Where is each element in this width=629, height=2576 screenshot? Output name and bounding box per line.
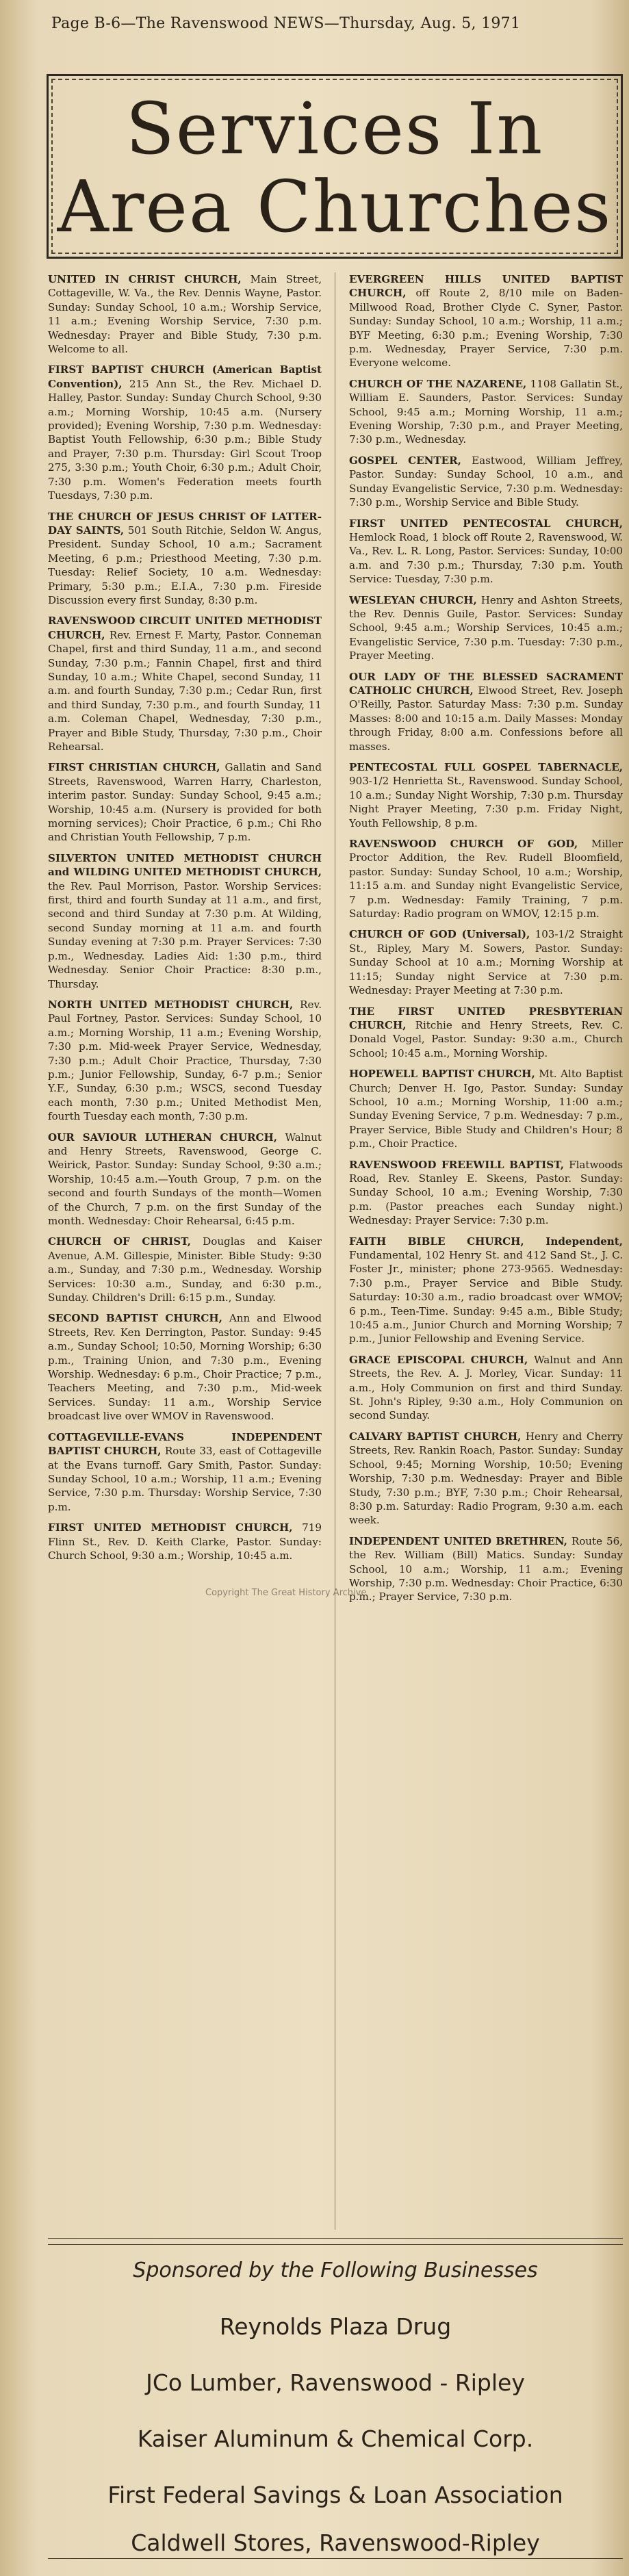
left-column <box>48 272 322 2238</box>
church-entry <box>48 998 322 1124</box>
church-entry <box>349 1005 623 1061</box>
church-entry <box>349 927 623 997</box>
church-entry <box>349 593 623 663</box>
church-name: NORTH UNITED METHODIST CHURCH, <box>48 998 294 1011</box>
church-details: Gallatin and Sand Streets, Ravenswood, Warren Harry, Charleston, interim pastor. Sunday: Sunday School, 9:45 a.m.; Worship, 10:45 a.m. (Nursery is provided for both morning services); Choir Practice, 6 p.m.; Chi Rho and Christian Youth Fellowship, 7 p.m. <box>48 761 322 844</box>
church-name: OUR LADY OF THE BLESSED SACRAMENT CATHOLIC CHURCH, <box>349 670 623 697</box>
church-entry <box>349 670 623 754</box>
sponsor-divider <box>48 2238 623 2245</box>
sponsor-heading: Sponsored by the Following Businesses <box>133 2258 538 2282</box>
church-details: 903-1/2 Henrietta St., Ravenswood. Sunday School, 10 a.m.; Sunday Night Worship, 7:30 p.m. Thursday Night Prayer Meeting, 7:30 p.m. Friday Night, Youth Fellowship, 8 p.m. <box>349 775 623 829</box>
church-name: CHURCH OF GOD (Universal), <box>349 928 530 941</box>
church-name: COTTAGEVILLE-EVANS INDEPENDENT BAPTIST CHURCH, <box>48 1430 322 1458</box>
church-details: Rev. Paul Fortney, Pastor. Services: Sunday School, 10 a.m.; Morning Worship, 11 a.m.; Evening Worship, 7:30 p.m. Mid-week Prayer Service, Wednesday, 7:30 p.m.; Adult Choir Practice, Thursday, 7:30 p.m.; Junior Fellowship, Sunday, 6-7 p.m.; Senior Y.F., Sunday, 6:30 p.m.; WSCS, second Tuesday each month, 7:30 p.m.; United Methodist Men, fourth Tuesday each month, 7:30 p.m. <box>48 998 322 1123</box>
title-line-2: Area Churches <box>57 165 613 248</box>
church-entry <box>349 1235 623 1346</box>
church-details: Main Street, Cottageville, W. Va., the Rev. Dennis Wayne, Pastor. Sunday: Sunday School, 10 a.m.; Worship Service, 11 a.m.; Evening Worship Service, 7:30 p.m. Wednesday: Prayer and Bible Study, 7:30 p.m. Welcome to all. <box>48 273 322 356</box>
church-name: RAVENSWOOD CIRCUIT UNITED METHODIST CHURCH, <box>48 615 322 641</box>
church-details: Walnut and Ann Streets, the Rev. A. J. Morley, Vicar. Sunday: 11 a.m., Holy Communion on first and third Sunday. St. John's Ripley, 9:30 a.m., Holy Communion on second Sunday. <box>349 1353 623 1422</box>
church-details: Fundamental, 102 Henry St. and 412 Sand St., J. C. Foster Jr., minister; phone 273-9565. Wednesday: 7:30 p.m., Prayer Service and Bible Study. Saturday: 10:30 a.m., radio broadcast over WMOV; 6 p.m., Teen-Time. Sunday: 9:45 a.m., Bible Study; 10:45 a.m., Junior Church and Morning Worship; 7 p.m., Junior Fellowship and Evening Service. <box>349 1249 623 1345</box>
church-entry <box>349 1067 623 1150</box>
title-box <box>47 74 623 259</box>
church-name: SECOND BAPTIST CHURCH, <box>48 1312 222 1325</box>
church-details: Route 56, the Rev. William (Bill) Matics. Sunday: Sunday School, 10 a.m.; Worship, 11 a.m.; Evening Worship, 7:30 p.m. Wednesday: Choir Practice, 6:30 p.m.; Prayer Service, 7:30 p.m. <box>349 1534 623 1603</box>
church-entry <box>349 1158 623 1228</box>
church-name: CHURCH OF THE NAZARENE, <box>349 377 527 390</box>
church-entry <box>349 377 623 447</box>
church-name: THE CHURCH OF JESUS CHRIST OF LATTER-DAY SAINTS, <box>48 510 322 537</box>
church-details: Miller Proctor Addition, the Rev. Rudell Bloomfield, pastor. Sunday: Sunday School, 10 a.m.; Worship, 11:15 a.m. and Sunday night Evangelistic Service, 7 p.m. Wednesday: Family Training, 7 p.m. Saturday: Radio program on WMOV, 12:15 p.m. <box>349 838 623 920</box>
church-details: 215 Ann St., the Rev. Michael D. Halley, Pastor. Sunday: Sunday Church School, 9:30 a.m.; Morning Worship, 10:45 a.m. (Nursery provided); Evening Worship, 7:30 p.m. Wednesday: Baptist Youth Fellowship, 6:30 p.m.; Bible Study and Prayer, 7:30 p.m. Thursday: Girl Scout Troop 275, 3:30 p.m.; Youth Choir, 6:30 p.m.; Adult Choir, 7:30 p.m. Women's Federation meets fourth Tuesdays, 7:30 p.m. <box>48 377 322 502</box>
sponsor-2: JCo Lumber, Ravenswood - Ripley <box>146 2369 525 2396</box>
church-details: Rev. Ernest F. Marty, Pastor. Conneman Chapel, first and third Sunday, 11 a.m., and second Sunday, 7:30 p.m.; Fannin Chapel, first and third Sunday, 10 a.m.; White Chapel, second Sunday, 11 a.m. and fourth Sunday, 7:30 p.m.; Cedar Run, first and third Sunday, 7:30 p.m., and fourth Sunday, 11 a.m. Coleman Chapel, Wednesday, 7:30 p.m., Prayer and Bible Study, Thursday, 7:30 p.m., Choir Rehearsal. <box>48 628 322 753</box>
church-name: FIRST BAPTIST CHURCH (American Baptist Convention), <box>48 363 322 390</box>
church-entry <box>48 1131 322 1228</box>
church-name: HOPEWELL BAPTIST CHURCH, <box>349 1068 535 1081</box>
church-entry <box>349 454 623 510</box>
church-name: GRACE EPISCOPAL CHURCH, <box>349 1353 528 1366</box>
church-details: off Route 2, 8/10 mile on Baden-Millwood Road, Brother Clyde C. Syner, Pastor. Sunday: Sunday School, 10 a.m.; Worship, 11 a.m.; BYF Meeting, 6:30 p.m.; Evening Worship, 7:30 p.m. Wednesday, Prayer Service, 7:30 p.m. Everyone welcome. <box>349 287 623 370</box>
church-details: Henry and Ashton Streets, the Rev. Dennis Guile, Pastor. Services: Sunday School, 9:45 a.m.; Worship Services, 10:45 a.m.; Evangelistic Service, 7:30 p.m. Tuesday: 7:30 p.m., Prayer Meeting. <box>349 593 623 662</box>
church-name: OUR SAVIOUR LUTHERAN CHURCH, <box>48 1131 278 1144</box>
church-name: INDEPENDENT UNITED BRETHREN, <box>349 1534 567 1547</box>
church-entry <box>48 760 322 844</box>
title-line-1: Services In <box>125 87 544 170</box>
church-entry <box>48 510 322 608</box>
church-entry <box>48 1521 322 1562</box>
sponsor-5: Caldwell Stores, Ravenswood-Ripley <box>131 2529 540 2556</box>
church-name: FIRST CHRISTIAN CHURCH, <box>48 761 220 774</box>
church-name: FIRST UNITED METHODIST CHURCH, <box>48 1521 293 1534</box>
church-name: FAITH BIBLE CHURCH, Independent, <box>349 1235 623 1248</box>
church-name: PENTECOSTAL FULL GOSPEL TABERNACLE, <box>349 761 623 773</box>
sponsor-3: Kaiser Aluminum & Chemical Corp. <box>137 2425 534 2452</box>
church-details: Douglas and Kaiser Avenue, A.M. Gillespie, Minister. Bible Study: 9:30 a.m., Sunday, and 7:30 p.m., Wednesday. Worship Services: 10:30 a.m., Sunday, and 6:30 p.m., Sunday. Children's Drill: 6:15 p.m., Sunday. <box>48 1235 322 1304</box>
church-entry <box>349 517 623 587</box>
church-details: Flatwoods Road, Rev. Stanley E. Skeens, Pastor. Sunday: Sunday School, 10 a.m.; Evening Worship, 7:30 p.m. (Pastor preaches each Sunday night.) Wednesday: Prayer Service: 7:30 p.m. <box>349 1158 623 1227</box>
church-name: FIRST UNITED PENTECOSTAL CHURCH, <box>349 517 623 530</box>
page-header: Page B-6—The Ravenswood NEWS—Thursday, Aug. 5, 1971 <box>51 15 521 32</box>
church-entry <box>349 1353 623 1423</box>
church-name: EVERGREEN HILLS UNITED BAPTIST CHURCH, <box>349 273 623 300</box>
watermark: Copyright The Great History Archive <box>205 1588 367 1598</box>
church-details: 103-1/2 Straight St., Ripley, Mary M. Sowers, Pastor. Sunday: Sunday School at 10 a.m.; Morning Worship at 11:15; Sunday night Service at 7:30 p.m. Wednesday: Prayer Meeting at 7:30 p.m. <box>349 928 623 997</box>
church-entry <box>48 614 322 754</box>
church-listings <box>48 272 623 2238</box>
sponsor-1: Reynolds Plaza Drug <box>219 2313 452 2340</box>
church-details: Route 33, east of Cottageville at the Evans turnoff. Gary Smith, Pastor. Sunday: Sunday School, 10 a.m.; Worship, 11 a.m.; Evening Service, 7:30 p.m. Thursday: Worship Service, 7:30 p.m. <box>48 1445 322 1513</box>
church-details: Ann and Elwood Streets, Rev. Ken Derrington, Pastor. Sunday: 9:45 a.m., Sunday School; 10:50, Morning Worship; 6:30 p.m., Training Union, and 7:30 p.m., Evening Worship. Wednesday: 6 p.m., Choir Practice; 7 p.m., Teachers Meeting, and 7:30 p.m., Mid-week Services. Sunday: 11 a.m., Worship Service broadcast live over WMOV in Ravenswood. <box>48 1312 322 1423</box>
church-details: Ritchie and Henry Streets, Rev. C. Donald Vogel, Pastor. Sunday: 9:30 a.m., Church School; 10:45 a.m., Morning Worship. <box>349 1018 623 1059</box>
church-entry <box>349 1534 623 1604</box>
church-entry <box>48 363 322 502</box>
church-details: the Rev. Paul Morrison, Pastor. Worship Services: first, third and fourth Sunday at 11 a.m., and first, second and third Sunday at 7:30 p.m. At Wilding, second Sunday morning at 11 a.m. and fourth Sunday evening at 7:30 p.m. Prayer Services: 7:30 p.m., Wednesday. Ladies Aid: 1:30 p.m., third Wednesday. Senior Choir Practice: 8:30 p.m., Thursday. <box>48 879 322 990</box>
bottom-rule <box>48 2558 623 2562</box>
right-column <box>349 272 623 2238</box>
church-name: RAVENSWOOD CHURCH OF GOD, <box>349 838 578 851</box>
church-details: 1108 Gallatin St., William E. Saunders, Pastor. Services: Sunday School, 9:45 a.m.; Morning Worship, 11 a.m.; Evening Worship, 7:30 p.m., and Prayer Meeting, 7:30 p.m., Wednesday. <box>349 377 623 446</box>
church-entry <box>48 272 322 356</box>
church-name: SILVERTON UNITED METHODIST CHURCH and WILDING UNITED METHODIST CHURCH, <box>48 851 322 879</box>
church-entry <box>349 837 623 920</box>
church-details: 719 Flinn St., Rev. D. Keith Clarke, Pastor. Sunday: Church School, 9:30 a.m.; Worship, 10:45 a.m. <box>48 1521 322 1562</box>
church-details: Walnut and Henry Streets, Ravenswood, George C. Weirick, Pastor. Sunday: Sunday School, 9:30 a.m.; Worship, 10:45 a.m.—Youth Group, 7 p.m. on the second and fourth Sundays of the month—Women of the Church, 7 p.m. on the first Sunday of the month. Wednesday: Choir Rehearsal, 6:45 p.m. <box>48 1131 322 1227</box>
sponsor-4: First Federal Savings & Loan Association <box>107 2482 563 2508</box>
church-details: 501 South Ritchie, Seldon W. Angus, President. Sunday School, 10 a.m.; Sacrament Meeting, 6 p.m.; Priesthood Meeting, 7:30 p.m. Tuesday: Relief Society, 10 a.m. Wednesday: Primary, 5:30 p.m.; E.I.A., 7:30 p.m. Fireside Discussion every first Sunday, 8:30 p.m. <box>48 524 322 606</box>
church-name: GOSPEL CENTER, <box>349 454 461 467</box>
church-entry <box>48 851 322 991</box>
church-entry <box>349 760 623 830</box>
church-entry <box>48 1430 322 1514</box>
church-name: WESLEYAN CHURCH, <box>349 593 477 606</box>
church-entry <box>48 1311 322 1423</box>
church-entry <box>349 1430 623 1528</box>
church-details: Hemlock Road, 1 block off Route 2, Ravenswood, W. Va., Rev. L. R. Long, Pastor. Services: Sunday, 10:00 a.m. and 7:30 p.m.; Thursday, 7:30 p.m. Youth Service: Tuesday, 7:30 p.m. <box>349 530 623 586</box>
church-details: Eastwood, William Jeffrey, Pastor. Sunday: Sunday School, 10 a.m., and Sunday Evangelistic Service, 7:30 p.m. Wednesday: 7:30 p.m., Worship Service and Bible Study. <box>349 454 623 509</box>
church-name: RAVENSWOOD FREEWILL BAPTIST, <box>349 1158 564 1171</box>
church-details: Elwood Street, Rev. Joseph O'Reilly, Pastor. Saturday Mass: 7:30 p.m. Sunday Masses: 8:00 and 10:15 a.m. Daily Masses: Monday through Friday, 8:00 a.m. Confessions before all masses. <box>349 684 623 753</box>
church-entry <box>349 272 623 370</box>
church-entry <box>48 1235 322 1304</box>
church-name: CHURCH OF CHRIST, <box>48 1235 191 1248</box>
church-name: THE FIRST UNITED PRESBYTERIAN CHURCH, <box>349 1005 623 1031</box>
church-name: CALVARY BAPTIST CHURCH, <box>349 1430 522 1443</box>
church-details: Mt. Alto Baptist Church; Denver H. Igo, Pastor. Sunday: Sunday School, 10 a.m.; Morning Worship, 11:00 a.m.; Sunday Evening Service, 7 p.m. Wednesday: 7 p.m., Prayer Service, Bible Study and Children's Hour; 8 p.m., Choir Practice. <box>349 1068 623 1150</box>
church-details: Henry and Cherry Streets, Rev. Rankin Roach, Pastor. Sunday: Sunday School, 9:45; Morning Worship, 10:50; Evening Worship, 7:30 p.m. Wednesday: Prayer and Bible Study, 7:30 p.m.; BYF, 7:30 p.m.; Choir Rehearsal, 8:30 p.m. Saturday: Radio Program, 9:30 a.m. each week. <box>349 1430 623 1527</box>
church-name: UNITED IN CHRIST CHURCH, <box>48 273 242 285</box>
